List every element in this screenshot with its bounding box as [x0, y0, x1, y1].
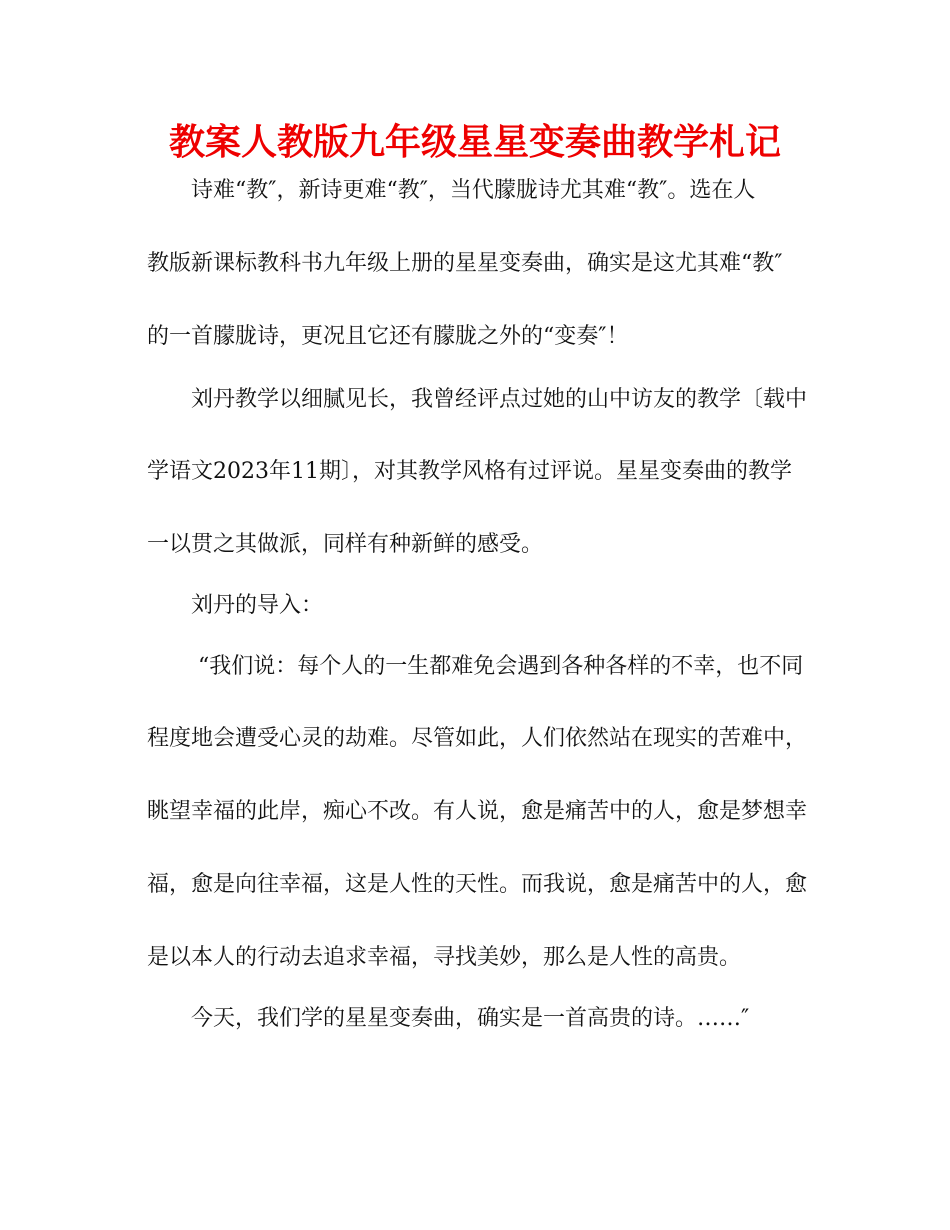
quote-line: 眺望幸福的此岸，痴心不改。有人说，愈是痛苦中的人，愈是梦想幸 [147, 799, 808, 824]
quote-line: 福，愈是向往幸福，这是人性的天性。而我说，愈是痛苦中的人，愈 [147, 872, 808, 897]
paragraph-line: 诗难“教″，新诗更难“教″，当代朦胧诗尤其难“教″。选在人 [191, 178, 756, 203]
quote-line: 今天，我们学的星星变奏曲，确实是一首高贵的诗。……″ [191, 1006, 750, 1031]
quote-line: 程度地会遭受心灵的劫难。尽管如此，人们依然站在现实的苦难中， [147, 726, 808, 751]
document-title: 教案人教版九年级星星变奏曲教学札记 [168, 122, 781, 163]
paragraph-line: 的一首朦胧诗，更况且它还有朦胧之外的“变奏″！ [147, 324, 629, 349]
paragraph-line: 刘丹教学以细腻见长，我曾经评点过她的山中访友的教学〔载中 [191, 387, 808, 412]
quote-line: “我们说：每个人的一生都难免会遇到各种各样的不幸，也不同 [198, 654, 804, 679]
quote-line: 是以本人的行动去追求幸福，寻找美妙，那么是人性的高贵。 [147, 945, 742, 970]
paragraph-line: 刘丹的导入： [191, 593, 324, 618]
paragraph-line: 教版新课标教科书九年级上册的星星变奏曲，确实是这尤其难“教″ [147, 251, 783, 276]
paragraph-line: 学语文2023年11期〕，对其教学风格有过评说。星星变奏曲的教学 [147, 459, 792, 484]
paragraph-line: 一以贯之其做派，同样有种新鲜的感受。 [147, 532, 544, 557]
